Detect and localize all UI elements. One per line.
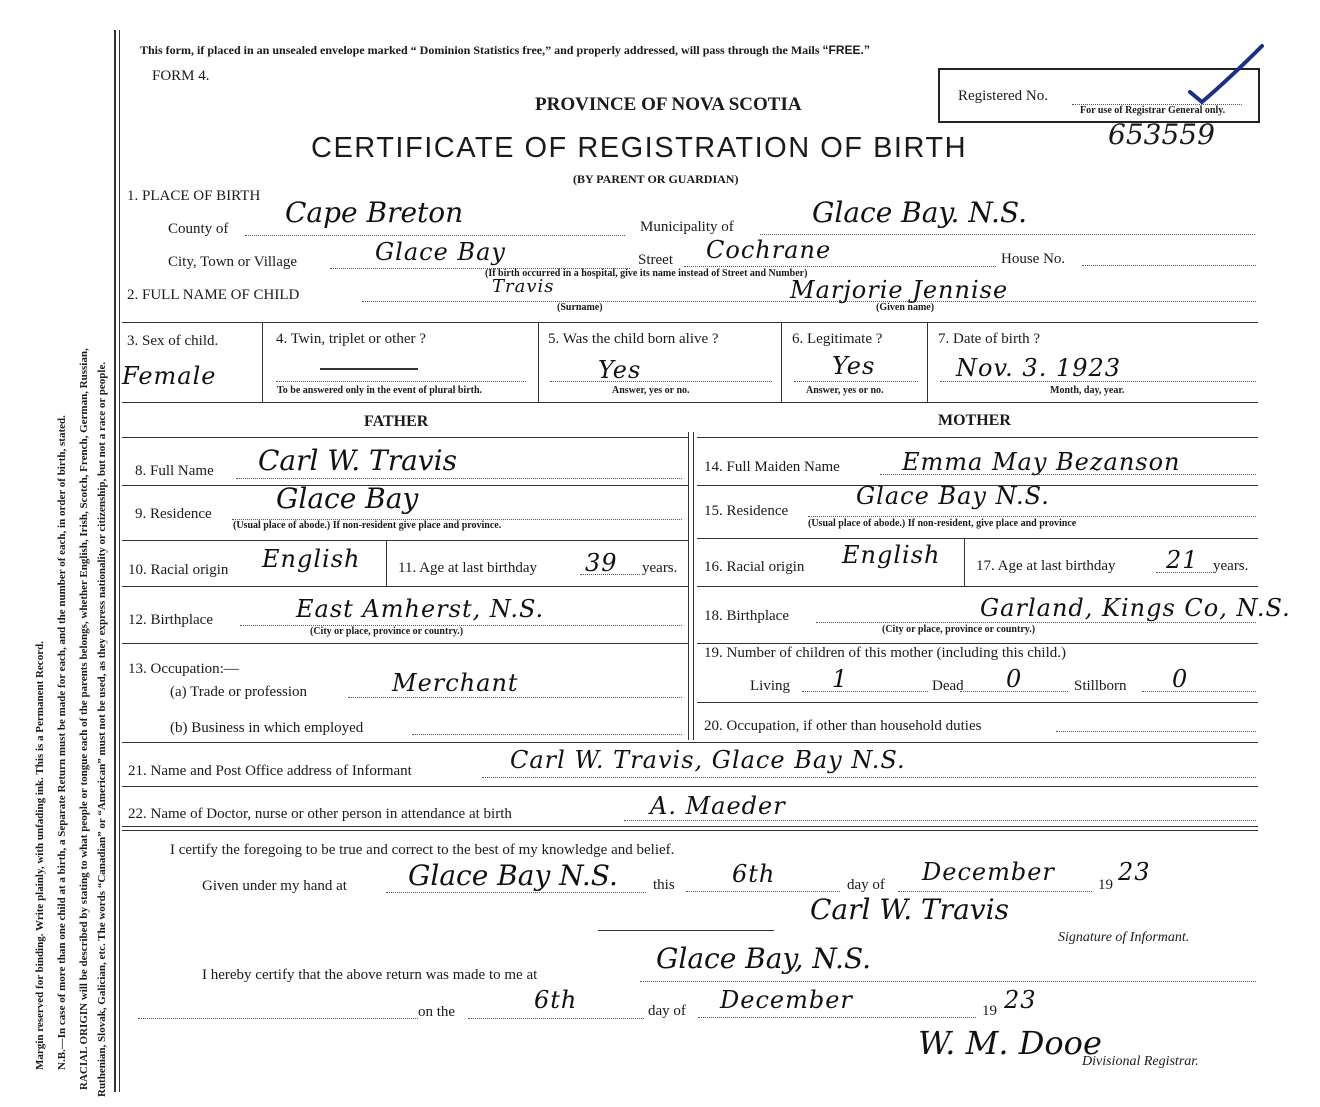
given-place-value: Glace Bay N.S.: [408, 859, 618, 892]
registrar-month-value: December: [720, 986, 853, 1014]
city-value: Glace Bay: [375, 238, 506, 266]
street-value: Cochrane: [706, 236, 832, 264]
province-heading: PROVINCE OF NOVA SCOTIA: [535, 94, 802, 115]
stillborn-value: 0: [1172, 665, 1189, 693]
mother-occupation-label: 20. Occupation, if other than household duties: [704, 718, 982, 734]
legitimate-label: 6. Legitimate ?: [792, 331, 883, 347]
father-racial-value: English: [262, 545, 361, 573]
given-caption: (Given name): [876, 302, 935, 313]
informant-day-value: 6th: [732, 860, 776, 888]
trade-label: (a) Trade or profession: [170, 684, 308, 700]
certificate-title: CERTIFICATE OF REGISTRATION OF BIRTH: [311, 132, 968, 164]
informant-day-of-label: day of: [847, 877, 885, 893]
registrar-use-note: For use of Registrar General only.: [1080, 105, 1226, 116]
margin-border-inner: [119, 30, 120, 1092]
father-age-value: 39: [585, 549, 618, 577]
father-birthplace-label: 12. Birthplace: [128, 612, 213, 628]
registrar-year-prefix: 19: [982, 1003, 997, 1019]
father-racial-label: 10. Racial origin: [128, 562, 229, 578]
this-label: this: [653, 877, 675, 893]
registrar-signature: W. M. Dooe: [918, 1024, 1102, 1062]
business-label: (b) Business in which employed: [170, 720, 364, 736]
legitimate-value: Yes: [832, 352, 876, 380]
place-of-birth-heading: 1. PLACE OF BIRTH: [127, 188, 261, 204]
mother-residence-label: 15. Residence: [704, 503, 789, 519]
mother-birthplace-note: (City or place, province or country.): [882, 624, 1036, 635]
municipality-value: Glace Bay. N.S.: [812, 196, 1028, 229]
registered-number: 653559: [1108, 118, 1215, 151]
stillborn-label: Stillborn: [1074, 678, 1127, 694]
informant-year-prefix: 19: [1098, 877, 1113, 893]
county-label: County of: [168, 221, 229, 237]
father-birthplace-note: (City or place, province or country.): [310, 626, 464, 637]
father-residence-note: (Usual place of abode.) If non-resident give place and province.: [233, 520, 502, 531]
margin-note-2: N.B.—In case of more than one child at a birth, a Separate Return must be made for each, and the number of each, in order of birth, stated.: [56, 415, 68, 1070]
informant-signature: Carl W. Travis: [810, 893, 1009, 926]
city-label: City, Town or Village: [168, 254, 298, 270]
father-age-label: 11. Age at last birthday: [398, 560, 537, 576]
mother-age-value: 21: [1166, 546, 1199, 574]
certificate-subtitle: (BY PARENT OR GUARDIAN): [573, 172, 739, 186]
margin-note-4: Ruthenian, Slovak, Galician, etc. The words “Canadian” or “American” must not be used, as they express nationality or citizenship, but not a race or people.: [96, 361, 108, 1097]
hospital-note: (If birth occurred in a hospital, give its name instead of Street and Number): [485, 268, 808, 279]
sex-value: Female: [122, 362, 217, 390]
street-label: Street: [638, 252, 673, 268]
dead-value: 0: [1006, 665, 1023, 693]
margin-note-3: RACIAL ORIGIN will be described by stating to what people or tongue each of the parents belongs, whether English, Irish, Scotch, French, German, Russian,: [78, 348, 90, 1090]
registrar-place-value: Glace Bay, N.S.: [656, 942, 872, 975]
municipality-label: Municipality of: [640, 219, 734, 235]
twin-label: 4. Twin, triplet or other ?: [276, 331, 426, 347]
alive-value: Yes: [598, 356, 642, 384]
children-count-label: 19. Number of children of this mother (including this child.): [704, 645, 1067, 661]
informant-month-value: December: [922, 858, 1055, 886]
given-under-hand-label: Given under my hand at: [202, 878, 347, 894]
county-value: Cape Breton: [285, 196, 464, 229]
informant-signature-caption: Signature of Informant.: [1058, 930, 1190, 945]
mother-name-label: 14. Full Maiden Name: [704, 459, 840, 475]
dob-note: Month, day, year.: [1050, 385, 1125, 396]
informant-year-value: 23: [1118, 858, 1151, 886]
mother-residence-note: (Usual place of abode.) If non-resident, give place and province: [808, 518, 1077, 529]
doctor-label: 22. Name of Doctor, nurse or other person in attendance at birth: [128, 806, 512, 822]
registrar-on-label: on the: [418, 1004, 456, 1020]
mother-heading: MOTHER: [938, 412, 1011, 429]
father-name-label: 8. Full Name: [135, 463, 214, 479]
margin-border: [114, 30, 116, 1092]
living-label: Living: [750, 678, 790, 694]
mother-racial-value: English: [842, 541, 941, 569]
father-residence-value: Glace Bay: [276, 482, 419, 515]
sex-label: 3. Sex of child.: [127, 333, 219, 349]
mother-age-label: 17. Age at last birthday: [976, 558, 1116, 574]
father-birthplace-value: East Amherst, N.S.: [296, 595, 545, 623]
legitimate-note: Answer, yes or no.: [806, 385, 884, 396]
form-number: FORM 4.: [152, 68, 210, 84]
alive-note: Answer, yes or no.: [612, 385, 690, 396]
living-value: 1: [832, 665, 849, 693]
margin-note-1: Margin reserved for binding. Write plainly, with unfading ink. This is a Permanent Record.: [34, 641, 46, 1070]
mail-notice: This form, if placed in an unsealed envelope marked “ Dominion Statistics free,” and properly addressed, will pass through the Mails “FREE.”: [140, 43, 870, 57]
father-age-unit: years.: [642, 560, 678, 576]
house-number-label: House No.: [1001, 251, 1066, 267]
mother-name-value: Emma May Bezanson: [902, 448, 1181, 476]
registrar-day-of-label: day of: [648, 1003, 686, 1019]
father-name-value: Carl W. Travis: [258, 444, 457, 477]
alive-label: 5. Was the child born alive ?: [548, 331, 719, 347]
dob-value: Nov. 3. 1923: [956, 354, 1122, 382]
check-mark-icon: [1150, 40, 1270, 110]
registered-label: Registered No.: [958, 88, 1048, 104]
child-name-label: 2. FULL NAME OF CHILD: [127, 287, 300, 303]
father-residence-label: 9. Residence: [135, 506, 212, 522]
trade-value: Merchant: [392, 669, 519, 697]
registrar-day-value: 6th: [534, 986, 578, 1014]
mother-birthplace-label: 18. Birthplace: [704, 608, 789, 624]
twin-note: To be answered only in the event of plural birth.: [277, 385, 483, 396]
registrar-certification: I hereby certify that the above return was made to me at: [202, 967, 538, 983]
child-surname-value: Travis: [492, 276, 555, 297]
registrar-year-value: 23: [1004, 986, 1037, 1014]
doctor-value: A. Maeder: [650, 792, 786, 820]
surname-caption: (Surname): [557, 302, 603, 313]
father-heading: FATHER: [364, 413, 429, 430]
mother-birthplace-value: Garland, Kings Co, N.S.: [980, 594, 1291, 622]
dead-label: Dead: [932, 678, 964, 694]
informant-label: 21. Name and Post Office address of Informant: [128, 763, 412, 779]
registrar-signature-caption: Divisional Registrar.: [1082, 1054, 1199, 1069]
informant-value: Carl W. Travis, Glace Bay N.S.: [510, 746, 906, 774]
child-given-value: Marjorie Jennise: [790, 276, 1009, 304]
dob-label: 7. Date of birth ?: [938, 331, 1041, 347]
informant-certification: I certify the foregoing to be true and correct to the best of my knowledge and belief.: [170, 842, 675, 858]
mother-residence-value: Glace Bay N.S.: [856, 482, 1050, 510]
mother-age-unit: years.: [1213, 558, 1249, 574]
mother-racial-label: 16. Racial origin: [704, 559, 805, 575]
father-occupation-label: 13. Occupation:—: [128, 661, 239, 677]
